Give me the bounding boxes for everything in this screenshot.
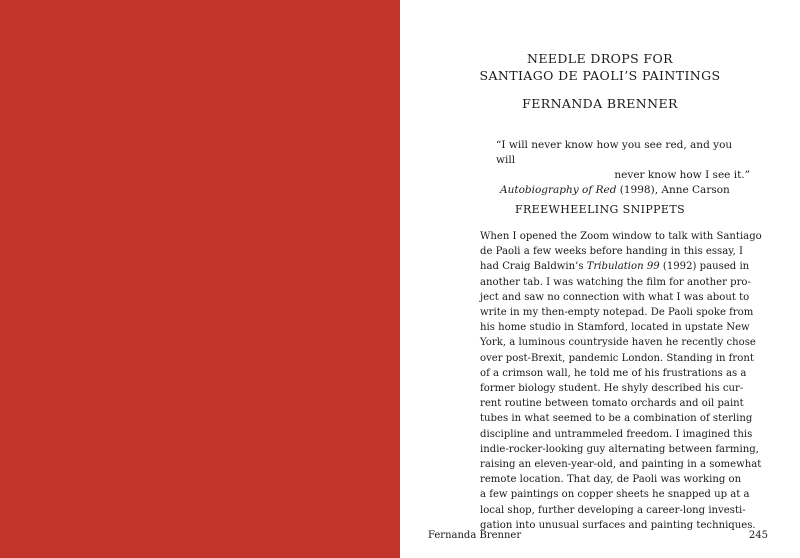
body-line: remote location. That day, de Paoli was working on [480,474,742,486]
text-page [400,0,800,558]
body-line: former biology student. He shyly described his cur- [480,383,744,395]
body-line: local shop, further developing a career-long investi- [480,504,746,516]
body-line: indie-rocker-looking guy alternating between farming, [480,443,759,455]
epigraph [496,138,750,198]
body-line: of a crimson wall, he told me of his frustrations as a [480,367,747,379]
body-line: de Paoli a few weeks before handing in this essay, I [480,246,743,258]
body-line: raising an eleven-year-old, and painting in a somewhat [480,459,762,471]
body-line: When I opened the Zoom window to talk with Santiago [480,231,762,242]
title-line-2: SANTIAGO DE PAOLI’S PAINTINGS [479,68,721,83]
epigraph-quote-line-1: “I will never know how you see red, and you will [496,139,733,166]
title-line-1: NEEDLE DROPS FOR [527,51,673,66]
body-line-part: had Craig Baldwin’s [480,261,587,273]
epigraph-source-title: Autobiography of Red [500,184,617,196]
running-head: Fernanda Brenner [428,530,522,541]
body-line: discipline and untrammeled freedom. I imagined this [480,428,753,440]
section-heading: FREEWHEELING SNIPPETS [514,203,686,216]
body-line: another tab. I was watching the film for another pro- [480,276,751,288]
essay-title [400,50,800,84]
film-title: Tribulation 99 [586,261,660,273]
body-line: York, a luminous countryside haven he recently chose [480,337,756,349]
epigraph-citation [496,183,750,198]
epigraph-source-details: (1998), Anne Carson [616,184,730,196]
author-name: FERNANDA BRENNER [522,96,678,111]
body-line: tubes in what seemed to be a combination of sterling [480,413,753,425]
body-line: over post-Brexit, pandemic London. Standing in front [480,352,754,364]
body-line [480,259,750,274]
epigraph-quote-line-2 [496,168,750,183]
epigraph-quote-line-2-text: never know how I see it.” [614,169,750,181]
body-line: rent routine between tomato orchards and oil paint [480,398,744,410]
body-line: a few paintings on copper sheets he snapped up at a [480,489,750,501]
body-line-part: (1992) paused in [659,261,750,273]
body-line: gation into unusual surfaces and painting techniques. [480,519,756,531]
body-line: ject and saw no connection with what I was about to [480,291,750,303]
page-number: 245 [748,530,768,541]
body-line: write in my then-empty notepad. De Paoli spoke from [480,307,754,319]
body-line: his home studio in Stamford, located in upstate New [480,322,750,334]
body-paragraph [480,229,762,533]
